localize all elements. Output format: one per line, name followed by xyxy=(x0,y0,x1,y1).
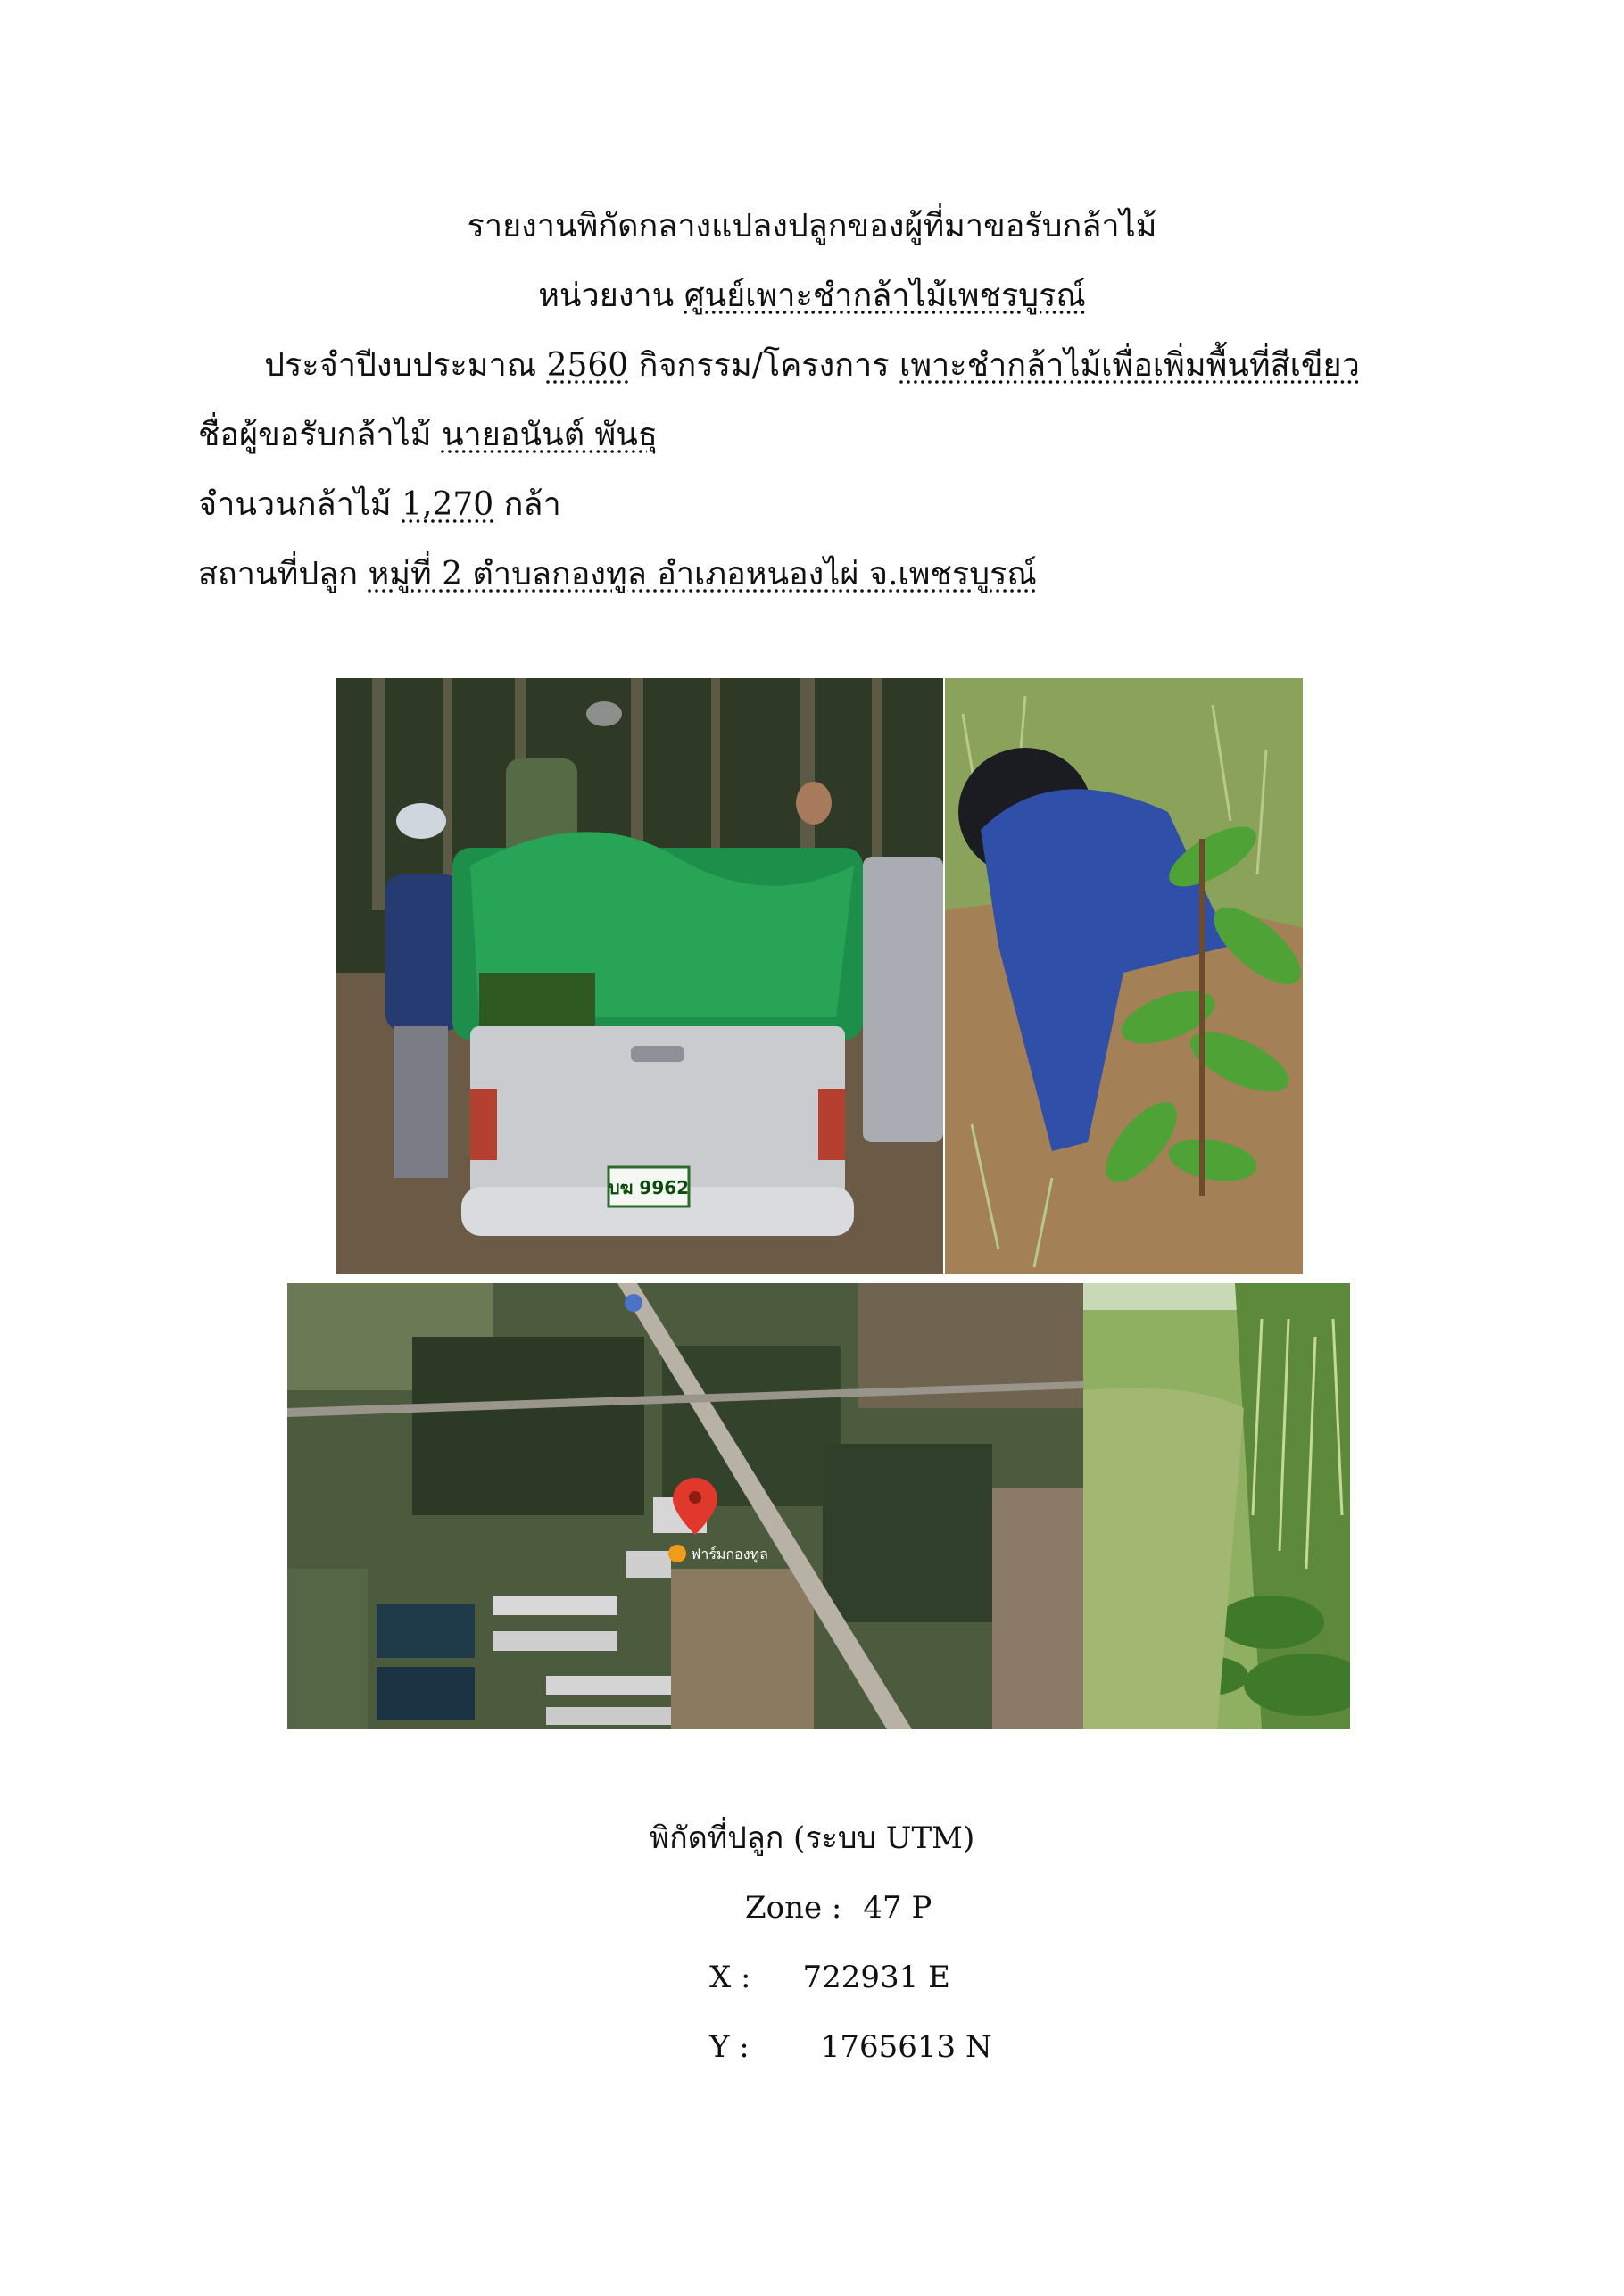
zone-label: Zone : xyxy=(745,1890,842,1926)
coordinates-heading: พิกัดที่ปลูก (ระบบ UTM) xyxy=(649,1820,975,1856)
unit-label: หน่วยงาน xyxy=(538,278,675,314)
x-label: X : xyxy=(709,1960,751,1995)
y-label: Y : xyxy=(709,2029,750,2065)
map-poi-icon xyxy=(625,1294,642,1312)
license-plate-text: บฆ 9962 xyxy=(608,1177,690,1198)
zone-value: 47 P xyxy=(863,1890,932,1926)
seedling-count-line xyxy=(198,484,561,526)
satellite-map xyxy=(287,1283,1083,1729)
unit-value: ศูนย์เพาะชำกล้าไม้เพชรบูรณ์ xyxy=(684,278,1086,314)
zone-row xyxy=(745,1888,932,1927)
place-icon xyxy=(668,1545,686,1562)
truck-photo xyxy=(336,678,943,1274)
count-value: 1,270 xyxy=(402,486,494,523)
location-line xyxy=(198,553,1037,596)
recipient-value: นายอนันต์ พันธุ xyxy=(441,417,658,453)
x-value: 722931 E xyxy=(802,1960,950,1995)
unit-line xyxy=(0,275,1624,318)
location-label: สถานที่ปลูก xyxy=(198,556,359,593)
count-unit: กล้า xyxy=(503,486,561,523)
activity-label: กิจกรรม/โครงการ xyxy=(638,347,890,384)
plot-photo xyxy=(1083,1283,1350,1729)
budget-year: 2560 xyxy=(546,347,629,384)
activity-value: เพาะชำกล้าไม้เพื่อเพิ่มพื้นที่สีเขียว xyxy=(899,347,1360,384)
budget-line xyxy=(0,344,1624,387)
recipient-label: ชื่อผู้ขอรับกล้าไม้ xyxy=(198,417,432,453)
count-label: จำนวนกล้าไม้ xyxy=(198,486,392,523)
report-title: รายงานพิกัดกลางแปลงปลูกของผู้ที่มาขอรับกล้าไม้ xyxy=(467,208,1157,245)
x-row xyxy=(709,1958,950,1997)
y-row xyxy=(709,2027,992,2067)
y-value: 1765613 N xyxy=(820,2029,992,2065)
budget-label: ประจำปีงบประมาณ xyxy=(264,347,537,384)
planting-photo xyxy=(945,678,1303,1274)
recipient-line xyxy=(198,414,658,457)
map-place-label: ฟาร์มกองทูล xyxy=(691,1546,768,1562)
location-value: หมู่ที่ 2 ตำบลกองทูล อำเภอหนองไผ่ จ.เพชรบูรณ์ xyxy=(368,556,1037,593)
